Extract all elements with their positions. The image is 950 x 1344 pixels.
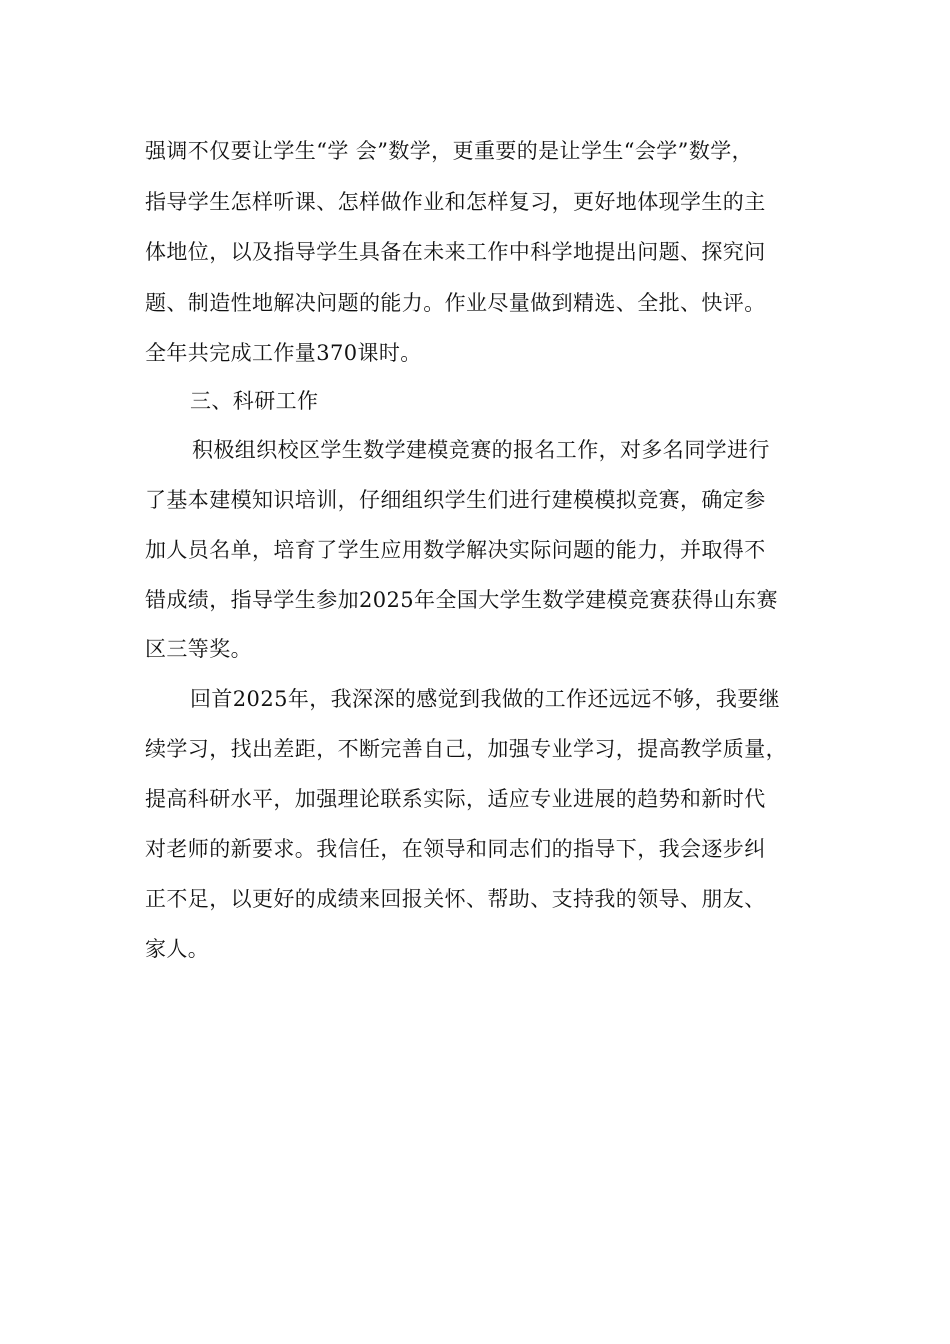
text-line: 加人员名单，培育了学生应用数学解决实际问题的能力，并取得不 <box>145 538 766 562</box>
text-line: 对老师的新要求。我信任，在领导和同志们的指导下，我会逐步纠 <box>145 837 766 861</box>
text-line: 续学习，找出差距，不断完善自己，加强专业学习，提高教学质量， <box>145 737 787 761</box>
text-line: 全年共完成工作量370课时。 <box>145 341 422 365</box>
text-line: 错成绩，指导学生参加2025年全国大学生数学建模竞赛获得山东赛 <box>145 588 778 612</box>
text-line: 回首2025年，我深深的感觉到我做的工作还远远不够，我要继 <box>190 687 781 711</box>
text-line: 区三等奖。 <box>145 637 252 661</box>
text-line: 正不足，以更好的成绩来回报关怀、帮助、支持我的领导、朋友、 <box>145 887 766 911</box>
text-line: 积极组织校区学生数学建模竞赛的报名工作，对多名同学进行 <box>192 438 770 462</box>
text-line: 体地位，以及指导学生具备在未来工作中科学地提出问题、探究问 <box>145 240 766 264</box>
section-heading: 三、科研工作 <box>190 389 319 413</box>
text-line: 题、制造性地解决问题的能力。作业尽量做到精选、全批、快评。 <box>145 291 766 315</box>
text-line: 了基本建模知识培训，仔细组织学生们进行建模模拟竞赛，确定参 <box>145 488 766 512</box>
text-line: 指导学生怎样听课、怎样做作业和怎样复习，更好地体现学生的主 <box>145 190 766 214</box>
text-line: 强调不仅要让学生“学 会”数学，更重要的是让学生“会学”数学， <box>145 139 754 163</box>
text-line: 家人。 <box>145 937 210 961</box>
text-line: 提高科研水平，加强理论联系实际，适应专业进展的趋势和新时代 <box>145 787 766 811</box>
